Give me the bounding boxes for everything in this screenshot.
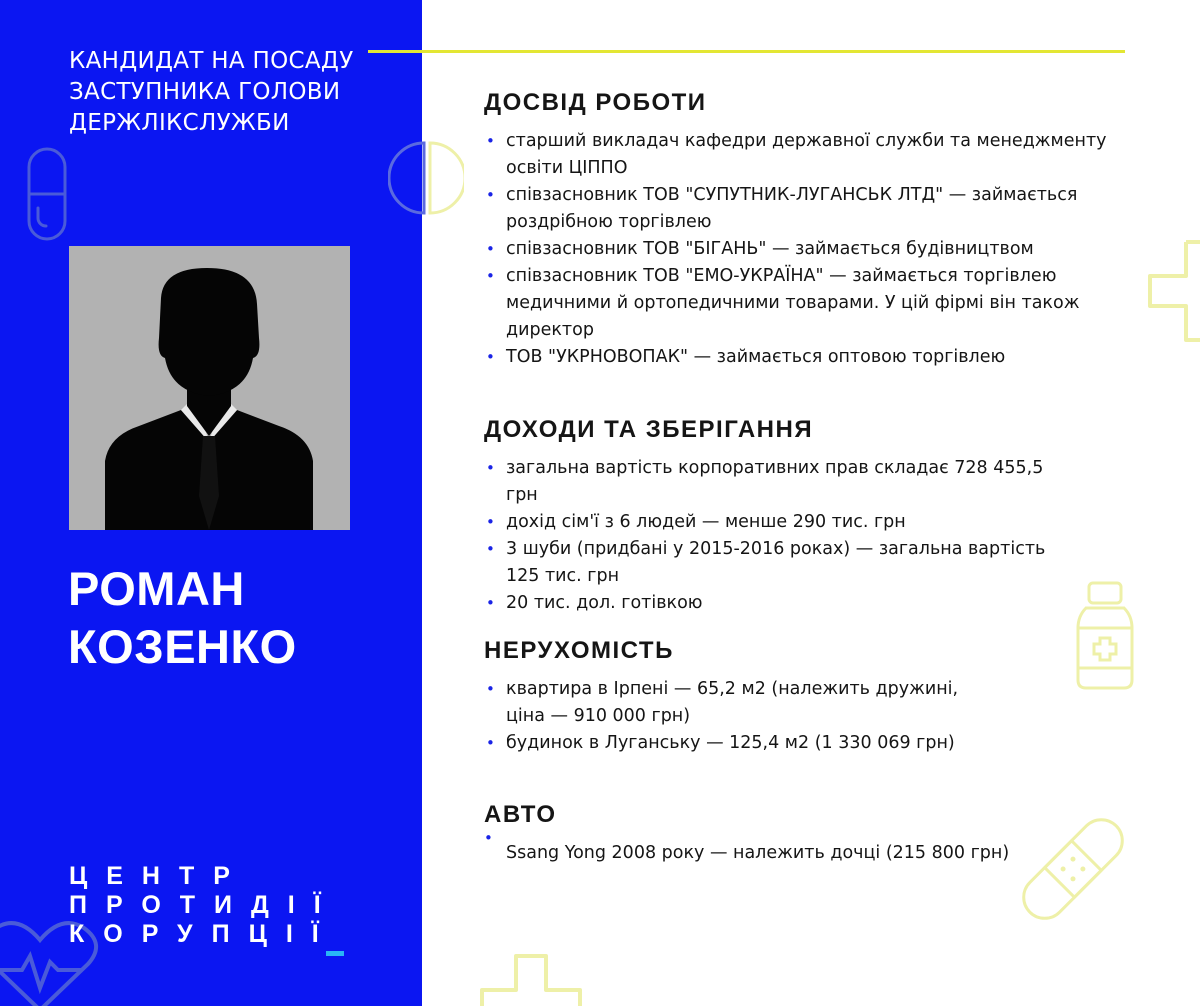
list-item: • співзасновник ТОВ "СУПУТНИК-ЛУГАНСЬК ЛТД" — займається роздрібною торгівлею <box>484 182 1144 236</box>
accent-line <box>368 50 1125 53</box>
list-item: • 3 шуби (придбані у 2015-2016 роках) — загальна вартість 125 тис. грн <box>484 536 1074 590</box>
candidate-photo <box>69 246 350 530</box>
half-pill-icon <box>388 140 464 216</box>
list-item: • співзасновник ТОВ "БІГАНЬ" — займається будівництвом <box>484 236 1144 263</box>
list-item: • дохід сім'ї з 6 людей — менше 290 тис. грн <box>484 509 1074 536</box>
section-title: НЕРУХОМІСТЬ <box>484 637 674 664</box>
list-item: • ТОВ "УКРНОВОПАК" — займається оптовою торгівлею <box>484 344 1144 371</box>
name-line: РОМАН <box>68 562 245 615</box>
list-item: • старший викладач кафедри державної служби та менеджменту освіти ЦІППО <box>484 128 1144 182</box>
list-item: • квартира в Ірпені — 65,2 м2 (належить дружині, ціна — 910 000 грн) <box>484 676 984 730</box>
list-item: • 20 тис. дол. готівкою <box>484 590 1074 617</box>
plus-cross-icon <box>480 950 584 1006</box>
list-item: • будинок в Луганську — 125,4 м2 (1 330 069 грн) <box>484 730 984 757</box>
income-section <box>484 415 1144 617</box>
plus-cross-icon <box>1148 240 1200 342</box>
subtitle-line: ЗАСТУПНИКА ГОЛОВИ <box>69 79 341 105</box>
organization-logo <box>69 862 340 949</box>
bullet-dot: • <box>484 829 493 847</box>
experience-list <box>484 128 1144 371</box>
person-silhouette-icon <box>69 246 350 530</box>
pill-capsule-icon <box>26 146 68 242</box>
subtitle-line: ДЕРЖЛІКСЛУЖБИ <box>69 110 290 136</box>
list-item: • загальна вартість корпоративних прав складає 728 455,5 грн <box>484 455 1074 509</box>
experience-section <box>484 88 1144 371</box>
name-line: КОЗЕНКО <box>68 620 297 673</box>
candidate-subtitle <box>69 46 399 139</box>
income-list <box>484 455 1074 617</box>
logo-line: ПРОТИДІЇ <box>69 891 340 919</box>
logo-accent-dash <box>326 951 344 956</box>
section-title: АВТО <box>484 801 557 828</box>
section-title: ДОХОДИ ТА ЗБЕРІГАННЯ <box>484 416 814 443</box>
auto-section <box>484 800 1144 867</box>
auto-text: Ssang Yong 2008 року — належить дочці (215 800 грн) <box>506 843 1010 863</box>
list-item: • співзасновник ТОВ "ЕМО-УКРАЇНА" — займається торгівлею медичними й ортопедичними товарами. У цій фірмі він також директор <box>484 263 1144 344</box>
candidate-name <box>68 560 297 676</box>
logo-line: КОРУПЦІЇ <box>69 920 338 948</box>
realty-list <box>484 676 984 757</box>
section-title: ДОСВІД РОБОТИ <box>484 89 707 116</box>
subtitle-line: КАНДИДАТ НА ПОСАДУ <box>69 48 354 74</box>
left-panel <box>0 0 422 1006</box>
realty-section <box>484 636 1144 757</box>
logo-line: ЦЕНТР <box>69 862 249 890</box>
